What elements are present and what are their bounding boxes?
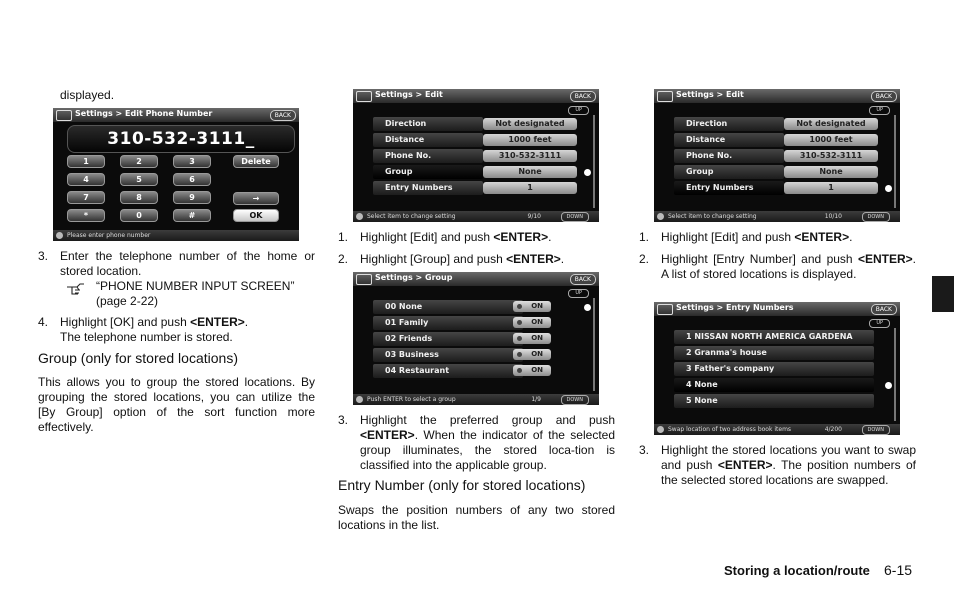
enter-key-label: <ENTER> (493, 230, 549, 244)
list-item[interactable] (654, 165, 888, 181)
list-item[interactable] (353, 316, 587, 332)
c2-step-3-number: 3. (338, 413, 349, 427)
indicator-light-icon (517, 304, 522, 309)
scrollbar[interactable] (894, 115, 896, 208)
list-item-value: 1000 feet (784, 134, 878, 146)
reference-title: “PHONE NUMBER INPUT SCREEN” (96, 279, 295, 293)
list-item[interactable] (654, 117, 888, 133)
step-4-text (60, 315, 315, 330)
keypad-key[interactable]: 7 (67, 191, 105, 204)
list-item-label: 3 Father's company (674, 362, 874, 376)
footer-section-title: Storing a location/route (724, 563, 870, 578)
c3-step-3-b: . The position numbers of the selected stored locations are swapped. (661, 458, 917, 487)
list-item[interactable] (654, 181, 888, 197)
reference-hand-icon (66, 282, 86, 296)
scrollbar[interactable] (593, 115, 595, 208)
status-bar (353, 211, 599, 222)
list-item-label: Phone No. (373, 149, 483, 163)
list-item[interactable] (353, 300, 587, 316)
enter-key-label: <ENTER> (506, 252, 561, 266)
chapter-tab (932, 276, 954, 312)
page-indicator: 4/200 (824, 426, 842, 433)
list-item[interactable] (353, 348, 587, 364)
up-button[interactable]: UP (869, 319, 890, 328)
keypad-key[interactable]: 1 (67, 155, 105, 168)
c2-step-3-text (360, 413, 615, 473)
list-item[interactable] (654, 394, 888, 410)
list-item[interactable] (353, 364, 587, 380)
back-button[interactable]: BACK (570, 274, 596, 285)
back-button[interactable]: BACK (570, 91, 596, 102)
enter-key-label: <ENTER> (360, 428, 415, 442)
status-text: Swap location of two address book items (668, 426, 792, 433)
c2-step-1-text (360, 230, 551, 245)
c2-step-3-a: Highlight the preferred group and push (360, 413, 615, 427)
status-bar (654, 424, 900, 435)
indicator-light-icon (517, 336, 522, 341)
indicator-text: ON (531, 350, 543, 358)
list-item-label: Entry Numbers (373, 181, 483, 195)
step-4-number: 4. (38, 315, 49, 329)
footer-page-number: 6-15 (884, 562, 913, 578)
c3-step-1-b: . (849, 230, 853, 244)
keypad-key[interactable]: 8 (120, 191, 158, 204)
list-item-label: 03 Business (373, 348, 523, 362)
entry-numbers-screen (654, 302, 900, 435)
list-item-label: Entry Numbers (674, 181, 784, 195)
c2-step-3-b: . When the indicator of the selected group illuminates, the stored loca-tion is classified into the applicable group. (360, 428, 615, 472)
screen-title: Settings > Edit (676, 90, 744, 99)
info-icon (56, 232, 63, 239)
edit-screen-1 (353, 89, 599, 222)
enter-key-label: <ENTER> (717, 458, 773, 472)
scroll-position-icon (885, 382, 892, 389)
list-item[interactable] (654, 346, 888, 362)
edit-screen-2 (654, 89, 900, 222)
list-item[interactable] (353, 332, 587, 348)
menu-icon (356, 91, 372, 102)
list-item[interactable] (654, 362, 888, 378)
indicator-light-icon (517, 320, 522, 325)
list-item[interactable] (654, 378, 888, 394)
c3-step-3-text (661, 443, 916, 488)
group-screen (353, 272, 599, 405)
list-item-label: Phone No. (674, 149, 784, 163)
list-item-value: 310-532-3111 (784, 150, 878, 162)
keypad-key[interactable]: 6 (173, 173, 211, 186)
group-on-indicator[interactable] (513, 333, 551, 344)
list-item-label: Distance (373, 133, 483, 147)
group-on-indicator[interactable] (513, 349, 551, 360)
back-button[interactable]: BACK (871, 304, 897, 315)
group-on-indicator[interactable] (513, 365, 551, 376)
c2-step-2-text (360, 252, 564, 267)
ok-key[interactable]: OK (233, 209, 279, 222)
menu-icon (657, 91, 673, 102)
up-button[interactable]: UP (568, 106, 589, 115)
up-button[interactable]: UP (869, 106, 890, 115)
step-4-subtext: The telephone number is stored. (60, 330, 233, 344)
indicator-text: ON (531, 318, 543, 326)
entry-number-heading: Entry Number (only for stored locations) (338, 477, 586, 493)
scroll-position-icon (885, 185, 892, 192)
step-3-number: 3. (38, 249, 49, 263)
keypad-key[interactable]: 9 (173, 191, 211, 204)
delete-key[interactable]: Delete (233, 155, 279, 168)
keypad-key[interactable]: 4 (67, 173, 105, 186)
down-button[interactable]: DOWN (862, 425, 890, 435)
group-heading: Group (only for stored locations) (38, 350, 238, 366)
keypad-key[interactable]: 5 (120, 173, 158, 186)
keypad-key[interactable]: 0 (120, 209, 158, 222)
screen-title: Settings > Entry Numbers (676, 303, 794, 312)
info-icon (657, 213, 664, 220)
list-item-label: 4 None (674, 378, 874, 392)
group-on-indicator[interactable] (513, 317, 551, 328)
status-text: Select item to change setting (668, 213, 757, 220)
step-4-text-a: Highlight [OK] and push (60, 315, 191, 329)
keypad-key[interactable]: # (173, 209, 211, 222)
screen-title-bar (53, 108, 299, 122)
list-item-label: Distance (674, 133, 784, 147)
list-item-value: 1 (784, 182, 878, 194)
down-button[interactable]: DOWN (561, 395, 589, 405)
list-item-label: 00 None (373, 300, 523, 314)
indicator-text: ON (531, 334, 543, 342)
page-indicator: 10/10 (824, 213, 842, 220)
enter-key-label: <ENTER> (190, 315, 245, 329)
enter-key-label: <ENTER> (857, 252, 913, 266)
status-text: Select item to change setting (367, 213, 456, 220)
list-item-label: 01 Family (373, 316, 523, 330)
status-text: Push ENTER to select a group (367, 396, 456, 403)
c2-step-2-number: 2. (338, 252, 349, 266)
screen-title: Settings > Edit (375, 90, 443, 99)
indicator-light-icon (517, 352, 522, 357)
list-item-label: 1 NISSAN NORTH AMERICA GARDENA (674, 330, 874, 344)
c3-step-1-a: Highlight [Edit] and push (661, 230, 795, 244)
entry-number-body: Swaps the position numbers of any two stored locations in the list. (338, 503, 615, 532)
page-indicator: 9/10 (527, 213, 541, 220)
arrow-key[interactable]: → (233, 192, 279, 205)
screen-title-bar (353, 89, 599, 103)
list-item[interactable] (353, 149, 587, 165)
c3-step-2-number: 2. (639, 252, 650, 266)
list-item[interactable] (654, 149, 888, 165)
status-bar (353, 394, 599, 405)
c2-step-2-b: . (560, 252, 565, 266)
keypad-key[interactable]: 3 (173, 155, 211, 168)
screen-title-bar (654, 89, 900, 103)
group-body: This allows you to group the stored locations. By grouping the stored locations, you can utilize the [By Group] option of the sort function more effectively. (38, 375, 315, 434)
list-item-label: 2 Granma's house (674, 346, 874, 360)
c2-step-2-a: Highlight [Group] and push (360, 252, 507, 266)
list-item[interactable] (353, 165, 587, 181)
keypad-key[interactable]: * (67, 209, 105, 222)
list-item-value: None (784, 166, 878, 178)
list-item-label: Group (373, 165, 483, 179)
list-item-value: Not designated (784, 118, 878, 130)
menu-icon (657, 304, 673, 315)
phone-number-screen (53, 108, 299, 241)
info-icon (356, 396, 363, 403)
list-item-value: 310-532-3111 (483, 150, 577, 162)
scroll-position-icon (584, 304, 591, 311)
indicator-text: ON (531, 302, 543, 310)
list-item-label: 02 Friends (373, 332, 523, 346)
c2-step-1-b: . (548, 230, 552, 244)
phone-number-display: 310-532-3111_ (67, 125, 295, 153)
step-3-text: Enter the telephone number of the home or stored location. (60, 249, 315, 278)
c3-step-2-a: Highlight [Entry Number] and push (661, 252, 858, 266)
c3-step-2-b: . A list of stored locations is displayed. (661, 252, 916, 281)
c3-step-2-text (661, 252, 916, 282)
c3-step-3-number: 3. (639, 443, 650, 457)
menu-icon (56, 110, 72, 121)
status-text: Please enter phone number (67, 232, 151, 239)
c2-step-1-a: Highlight [Edit] and push (360, 230, 494, 244)
list-item-label: Direction (674, 117, 784, 131)
list-item[interactable] (353, 117, 587, 133)
screen-title-bar (353, 272, 599, 286)
up-button[interactable]: UP (568, 289, 589, 298)
screen-title-bar (654, 302, 900, 316)
step-4-text-b: . (244, 315, 249, 329)
status-bar (53, 230, 299, 241)
group-on-indicator[interactable] (513, 301, 551, 312)
back-button[interactable]: BACK (270, 110, 296, 121)
screen-title: Settings > Edit Phone Number (75, 109, 213, 118)
scrollbar[interactable] (894, 328, 896, 421)
menu-icon (356, 274, 372, 285)
down-button[interactable]: DOWN (561, 212, 589, 222)
enter-key-label: <ENTER> (794, 230, 850, 244)
screen-title: Settings > Group (375, 273, 453, 282)
continuation-text: displayed. (60, 88, 115, 102)
c3-step-1-text (661, 230, 852, 245)
list-item-label: 5 None (674, 394, 874, 408)
list-item-value: Not designated (483, 118, 577, 130)
list-item[interactable] (353, 133, 587, 149)
down-button[interactable]: DOWN (862, 212, 890, 222)
indicator-text: ON (531, 366, 543, 374)
list-item-value: None (483, 166, 577, 178)
indicator-light-icon (517, 368, 522, 373)
status-bar (654, 211, 900, 222)
info-icon (356, 213, 363, 220)
list-item[interactable] (654, 133, 888, 149)
reference-page: (page 2-22) (96, 294, 159, 308)
keypad-key[interactable]: 2 (120, 155, 158, 168)
list-item[interactable] (654, 330, 888, 346)
list-item[interactable] (353, 181, 587, 197)
list-item-label: 04 Restaurant (373, 364, 523, 378)
list-item-value: 1000 feet (483, 134, 577, 146)
scrollbar[interactable] (593, 298, 595, 391)
c3-step-1-number: 1. (639, 230, 650, 244)
back-button[interactable]: BACK (871, 91, 897, 102)
page-indicator: 1/9 (531, 396, 541, 403)
scroll-position-icon (584, 169, 591, 176)
c2-step-1-number: 1. (338, 230, 349, 244)
list-item-value: 1 (483, 182, 577, 194)
c3-step-3-a: Highlight the stored locations you want to swap and push (661, 443, 916, 472)
list-item-label: Direction (373, 117, 483, 131)
list-item-label: Group (674, 165, 784, 179)
info-icon (657, 426, 664, 433)
